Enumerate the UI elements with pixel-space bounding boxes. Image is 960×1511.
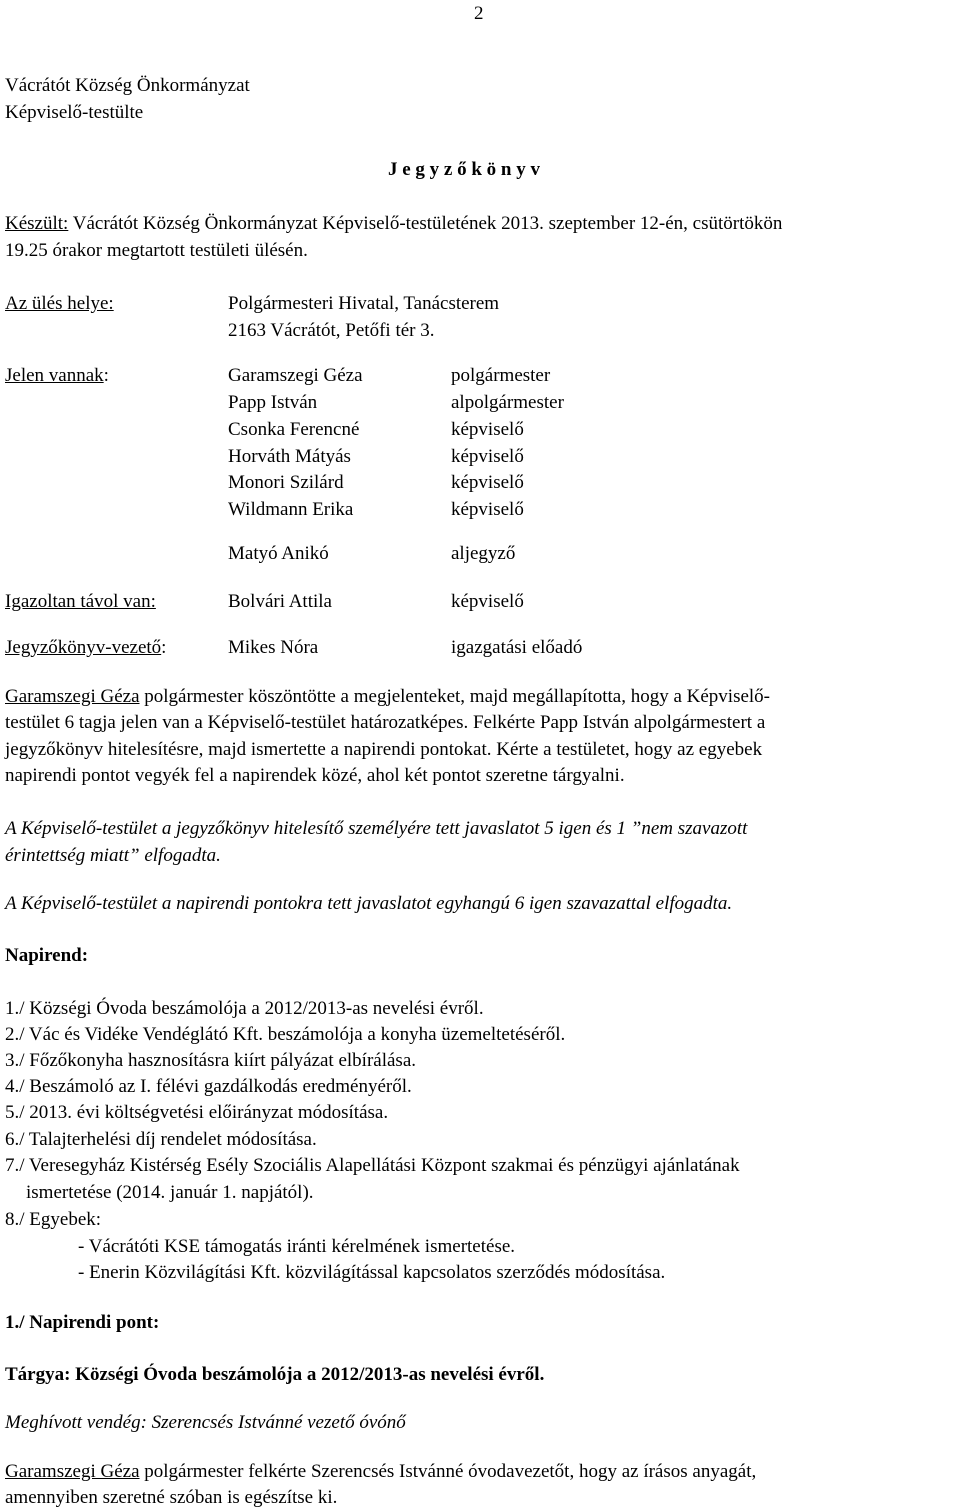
intro-line-2: 19.25 órakor megtartott testületi ülésén. — [5, 240, 308, 261]
member-role: képviselő — [451, 472, 524, 493]
member-name: Garamszegi Géza — [228, 365, 363, 386]
absent-name: Bolvári Attila — [228, 591, 332, 612]
resolution-1-line-2: érintettség miatt” elfogadta. — [5, 845, 221, 866]
absent-label: Igazoltan távol van: — [5, 591, 156, 612]
clerk-role: aljegyző — [451, 543, 516, 564]
page-number: 2 — [474, 3, 484, 24]
member-name: Wildmann Erika — [228, 499, 354, 520]
header-municipality: Vácrátót Község Önkormányzat — [5, 75, 250, 96]
opening-line-4: napirendi pontot vegyék fel a napirendek közé, ahol két pontot szeretne tárgyalni. — [5, 765, 625, 786]
member-role: képviselő — [451, 499, 524, 520]
recorder-role: igazgatási előadó — [451, 637, 583, 658]
member-role: képviselő — [451, 419, 524, 440]
agenda-item-continuation: ismertetése (2014. január 1. napjától). — [26, 1182, 314, 1203]
resolution-1-line-1: A Képviselő-testület a jegyzőkönyv hitelesítő személyére tett javaslatot 5 igen és 1 ”nem szavazott — [5, 818, 748, 839]
document-title: J e g y z ő k ö n y v — [388, 159, 540, 180]
intro-text: Vácrátót Község Önkormányzat Képviselő-testületének 2013. szeptember 12-én, csütörtökön — [68, 213, 783, 234]
agenda-item: 7./ Veresegyház Kistérség Esély Szociális Alapellátási Központ szakmai és pénzügyi ajánlatának — [5, 1155, 740, 1176]
member-name: Horváth Mátyás — [228, 446, 351, 467]
agenda-item: 5./ 2013. évi költségvetési előirányzat módosítása. — [5, 1102, 389, 1123]
agenda-subitem: - Enerin Közvilágítási Kft. közvilágítással kapcsolatos szerződés módosítása. — [78, 1262, 666, 1283]
member-role: képviselő — [451, 446, 524, 467]
member-role: polgármester — [451, 365, 551, 386]
intro-label: Készült: — [5, 213, 69, 234]
agenda-item: 8./ Egyebek: — [5, 1209, 102, 1230]
opening-line-3: jegyzőkönyv hitelesítésre, majd ismertette a napirendi pontokat. Kérte a testületet, hogy az egyebek — [5, 739, 763, 760]
recorder-name: Mikes Nóra — [228, 637, 319, 658]
agenda-item: 4./ Beszámoló az I. félévi gazdálkodás eredményéről. — [5, 1076, 412, 1097]
agenda-item: 6./ Talajterhelési díj rendelet módosítása. — [5, 1129, 317, 1150]
intro-line-1 — [5, 210, 782, 237]
venue-label: Az ülés helye: — [5, 293, 114, 314]
agenda-item: 2./ Vác és Vidéke Vendéglátó Kft. beszámolója a konyha üzemeltetéséről. — [5, 1024, 566, 1045]
member-role: alpolgármester — [451, 392, 564, 413]
member-name: Monori Szilárd — [228, 472, 344, 493]
agenda-title: Napirend: — [5, 945, 89, 966]
item-1-heading: 1./ Napirendi pont: — [5, 1312, 160, 1333]
member-name: Papp István — [228, 392, 318, 413]
agenda-subitem: - Vácrátóti KSE támogatás iránti kérelmének ismertetése. — [78, 1236, 516, 1257]
opening-line-2: testület 6 tagja jelen van a Képviselő-testület határozatképes. Felkérte Papp István alpolgármestert a — [5, 712, 766, 733]
opening-line-1: Garamszegi Géza polgármester köszöntötte a megjelenteket, majd megállapította, hogy a Képviselő- — [5, 686, 771, 707]
absent-role: képviselő — [451, 591, 524, 612]
venue-line-2: 2163 Vácrátót, Petőfi tér 3. — [228, 320, 435, 341]
venue-line-1: Polgármesteri Hivatal, Tanácsterem — [228, 293, 500, 314]
member-name: Csonka Ferencné — [228, 419, 360, 440]
item-1-text-line-1: Garamszegi Géza polgármester felkérte Szerencsés Istvánné óvodavezetőt, hogy az írásos anyagát, — [5, 1461, 757, 1482]
recorder-label: Jegyzőkönyv-vezető: — [5, 637, 167, 658]
agenda-item: 1./ Községi Óvoda beszámolója a 2012/2013-as nevelési évről. — [5, 998, 484, 1019]
resolution-2: A Képviselő-testület a napirendi pontokra tett javaslatot egyhangú 6 igen szavazattal elfogadta. — [5, 893, 733, 914]
agenda-item: 3./ Főzőkonyha hasznosításra kiírt pályázat elbírálása. — [5, 1050, 417, 1071]
header-body: Képviselő-testülte — [5, 102, 144, 123]
item-1-subject: Tárgya: Községi Óvoda beszámolója a 2012/2013-as nevelési évről. — [5, 1364, 545, 1385]
clerk-name: Matyó Anikó — [228, 543, 329, 564]
present-label: Jelen vannak: — [5, 365, 109, 386]
item-1-guest: Meghívott vendég: Szerencsés Istvánné vezető óvónő — [5, 1412, 406, 1433]
item-1-text-line-2: amennyiben szeretné szóban is egészítse ki. — [5, 1487, 338, 1508]
